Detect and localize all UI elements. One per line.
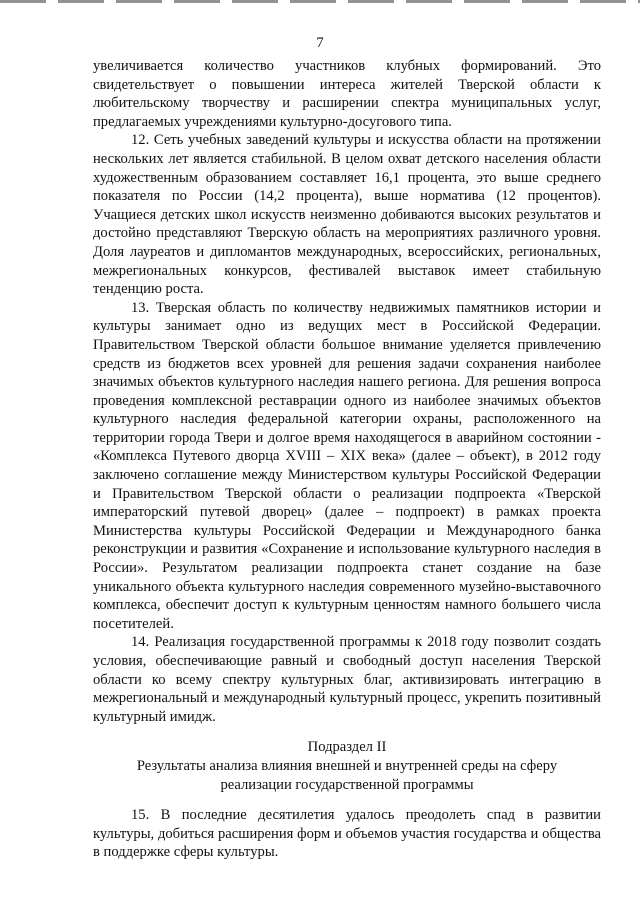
subsection-heading <box>93 738 601 794</box>
paragraph-12: 12. Сеть учебных заведений культуры и искусства области на протяжении нескольких лет является стабильной. В целом охват детского населения области художественным образованием составляет 16,1 процента, это выше среднего показателя по России (14,2 процента), выше норматива (12 процентов). Учащиеся детских школ искусств неизменно добиваются высоких результатов и достойно представляют Тверскую область на мероприятиях различного уровня. Доля лауреатов и дипломантов международных, всероссийских, региональных, межрегиональных конкурсов, фестивалей выставок имеет стабильную тенденцию роста. <box>93 132 601 298</box>
paragraph-15: 15. В последние десятилетия удалось преодолеть спад в развитии культуры, добиться расширения форм и объемов участия государства и общества в поддержке сферы культуры. <box>93 807 601 861</box>
subsection-title-line-1: Результаты анализа влияния внешней и внутренней среды на сферу <box>136 757 558 774</box>
document-body <box>93 57 601 862</box>
paragraph-11-continuation: увеличивается количество участников клубных формирований. Это свидетельствует о повышении интереса жителей Тверской области к любительскому творчеству и расширении спектра муниципальных услуг, предлагаемых учреждениями культурно-досугового типа. <box>93 58 601 130</box>
paragraph-14: 14. Реализация государственной программы к 2018 году позволит создать условия, обеспечивающие равный и свободный доступ населения Тверской области ко всему спектру культурных благ, активизировать интеграцию в межрегиональный и международный культурный процесс, укрепить позитивный культурный имидж. <box>93 634 601 725</box>
paragraph-13: 13. Тверская область по количеству недвижимых памятников истории и культуры занимает одно из ведущих мест в Российской Федерации. Правительством Тверской области большое внимание уделяется привлечению средств из бюджетов всех уровней для решения задачи сохранения наиболее значимых объектов культурного наследия нашего региона. Для решения вопроса проведения комплексной реставрации одного из наиболее значимых объектов культурного наследия федеральной категории охраны, расположенного на территории города Твери и долгое время находящегося в аварийном состоянии - «Комплекса Путевого дворца XVIII – XIX века» (далее – объект), в 2012 году заключено соглашение между Министерством культуры Российской Федерации и Правительством Тверской области о реализации подпроекта «Тверской императорский путевой дворец» (далее – подпроект) в рамках проекта Министерства культуры Российской Федерации и Международного банка реконструкции и развития «Сохранение и использование культурного наследия в России». Результатом реализации подпроекта станет создание на базе уникального объекта культурного наследия современного музейно-выставочного комплекса, обеспечит доступ к культурным ценностям намного большего числа посетителей. <box>93 299 601 632</box>
subsection-title-line-2: реализации государственной программы <box>220 776 474 793</box>
subsection-label: Подраздел II <box>307 739 387 756</box>
scan-top-edge <box>0 0 640 3</box>
page-number: 7 <box>316 35 324 51</box>
